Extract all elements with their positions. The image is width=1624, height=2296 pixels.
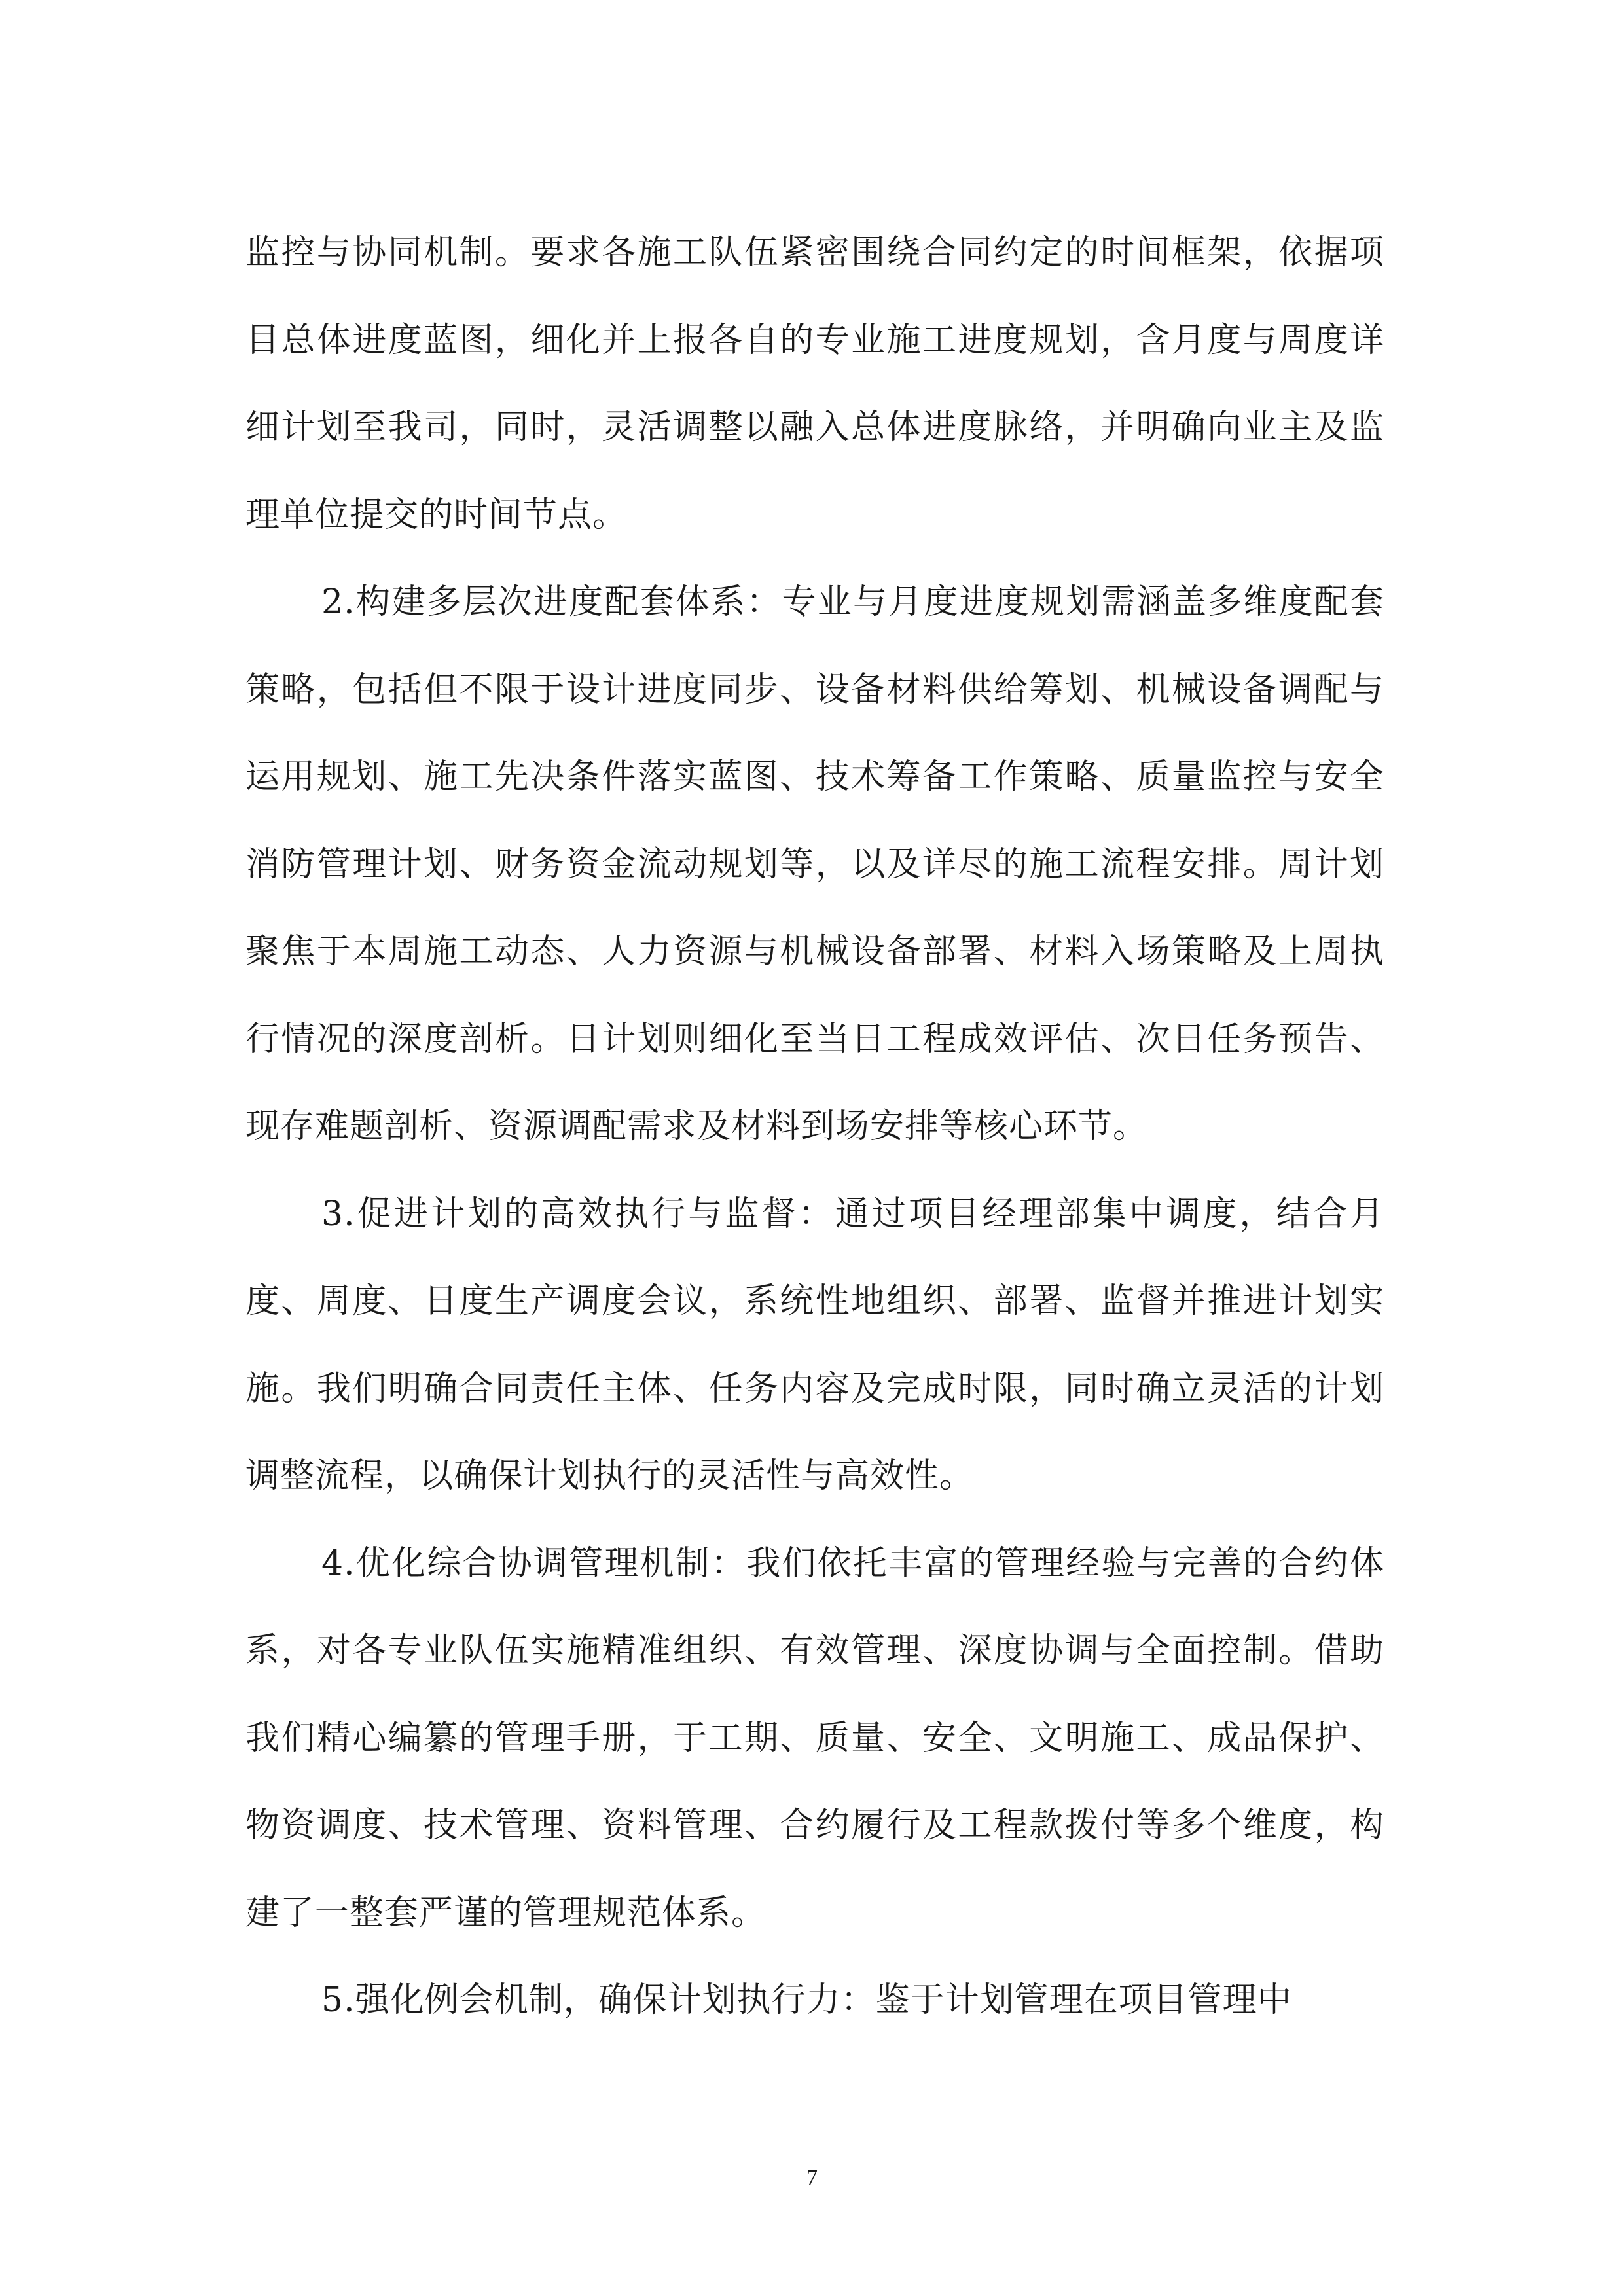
paragraph-item-5: 5.强化例会机制，确保计划执行力：鉴于计划管理在项目管理中 bbox=[321, 1981, 1292, 2020]
paragraph-item-2: 2.构建多层次进度配套体系：专业与月度进度规划需涵盖多维度配套策略，包括但不限于设计进度同步、设备材料供给筹划、机械设备调配与运用规划、施工先决条件落实蓝图、技术筹备工作策略、质量监控与安全消防管理计划、财务资金流动规划等，以及详尽的施工流程安排。周计划聚焦于本周施工动态、人力资源与机械设备部署、材料入场策略及上周执行情况的深度剖析。日计划则细化至当日工程成效评估、次日任务预告、现存难题剖析、资源调配需求及材料到场安排等核心环节。 bbox=[245, 583, 1384, 1146]
page-number: 7 bbox=[806, 2166, 818, 2190]
paragraph-item-4: 4.优化综合协调管理机制：我们依托丰富的管理经验与完善的合约体系，对各专业队伍实施精准组织、有效管理、深度协调与全面控制。借助我们精心编纂的管理手册，于工期、质量、安全、文明施工、成品保护、物资调度、技术管理、资料管理、合约履行及工程款拨付等多个维度，构建了一整套严谨的管理规范体系。 bbox=[245, 1543, 1384, 1933]
document-body bbox=[245, 209, 1384, 2045]
paragraph-item-3: 3.促进计划的高效执行与监督：通过项目经理部集中调度，结合月度、周度、日度生产调度会议，系统性地组织、部署、监督并推进计划实施。我们明确合同责任主体、任务内容及完成时限，同时确立灵活的计划调整流程，以确保计划执行的灵活性与高效性。 bbox=[245, 1194, 1384, 1496]
paragraph-continued: 监控与协同机制。要求各施工队伍紧密围绕合同约定的时间框架，依据项目总体进度蓝图，细化并上报各自的专业施工进度规划，含月度与周度详细计划至我司，同时，灵活调整以融入总体进度脉络，并明确向业主及监理单位提交的时间节点。 bbox=[245, 233, 1384, 535]
